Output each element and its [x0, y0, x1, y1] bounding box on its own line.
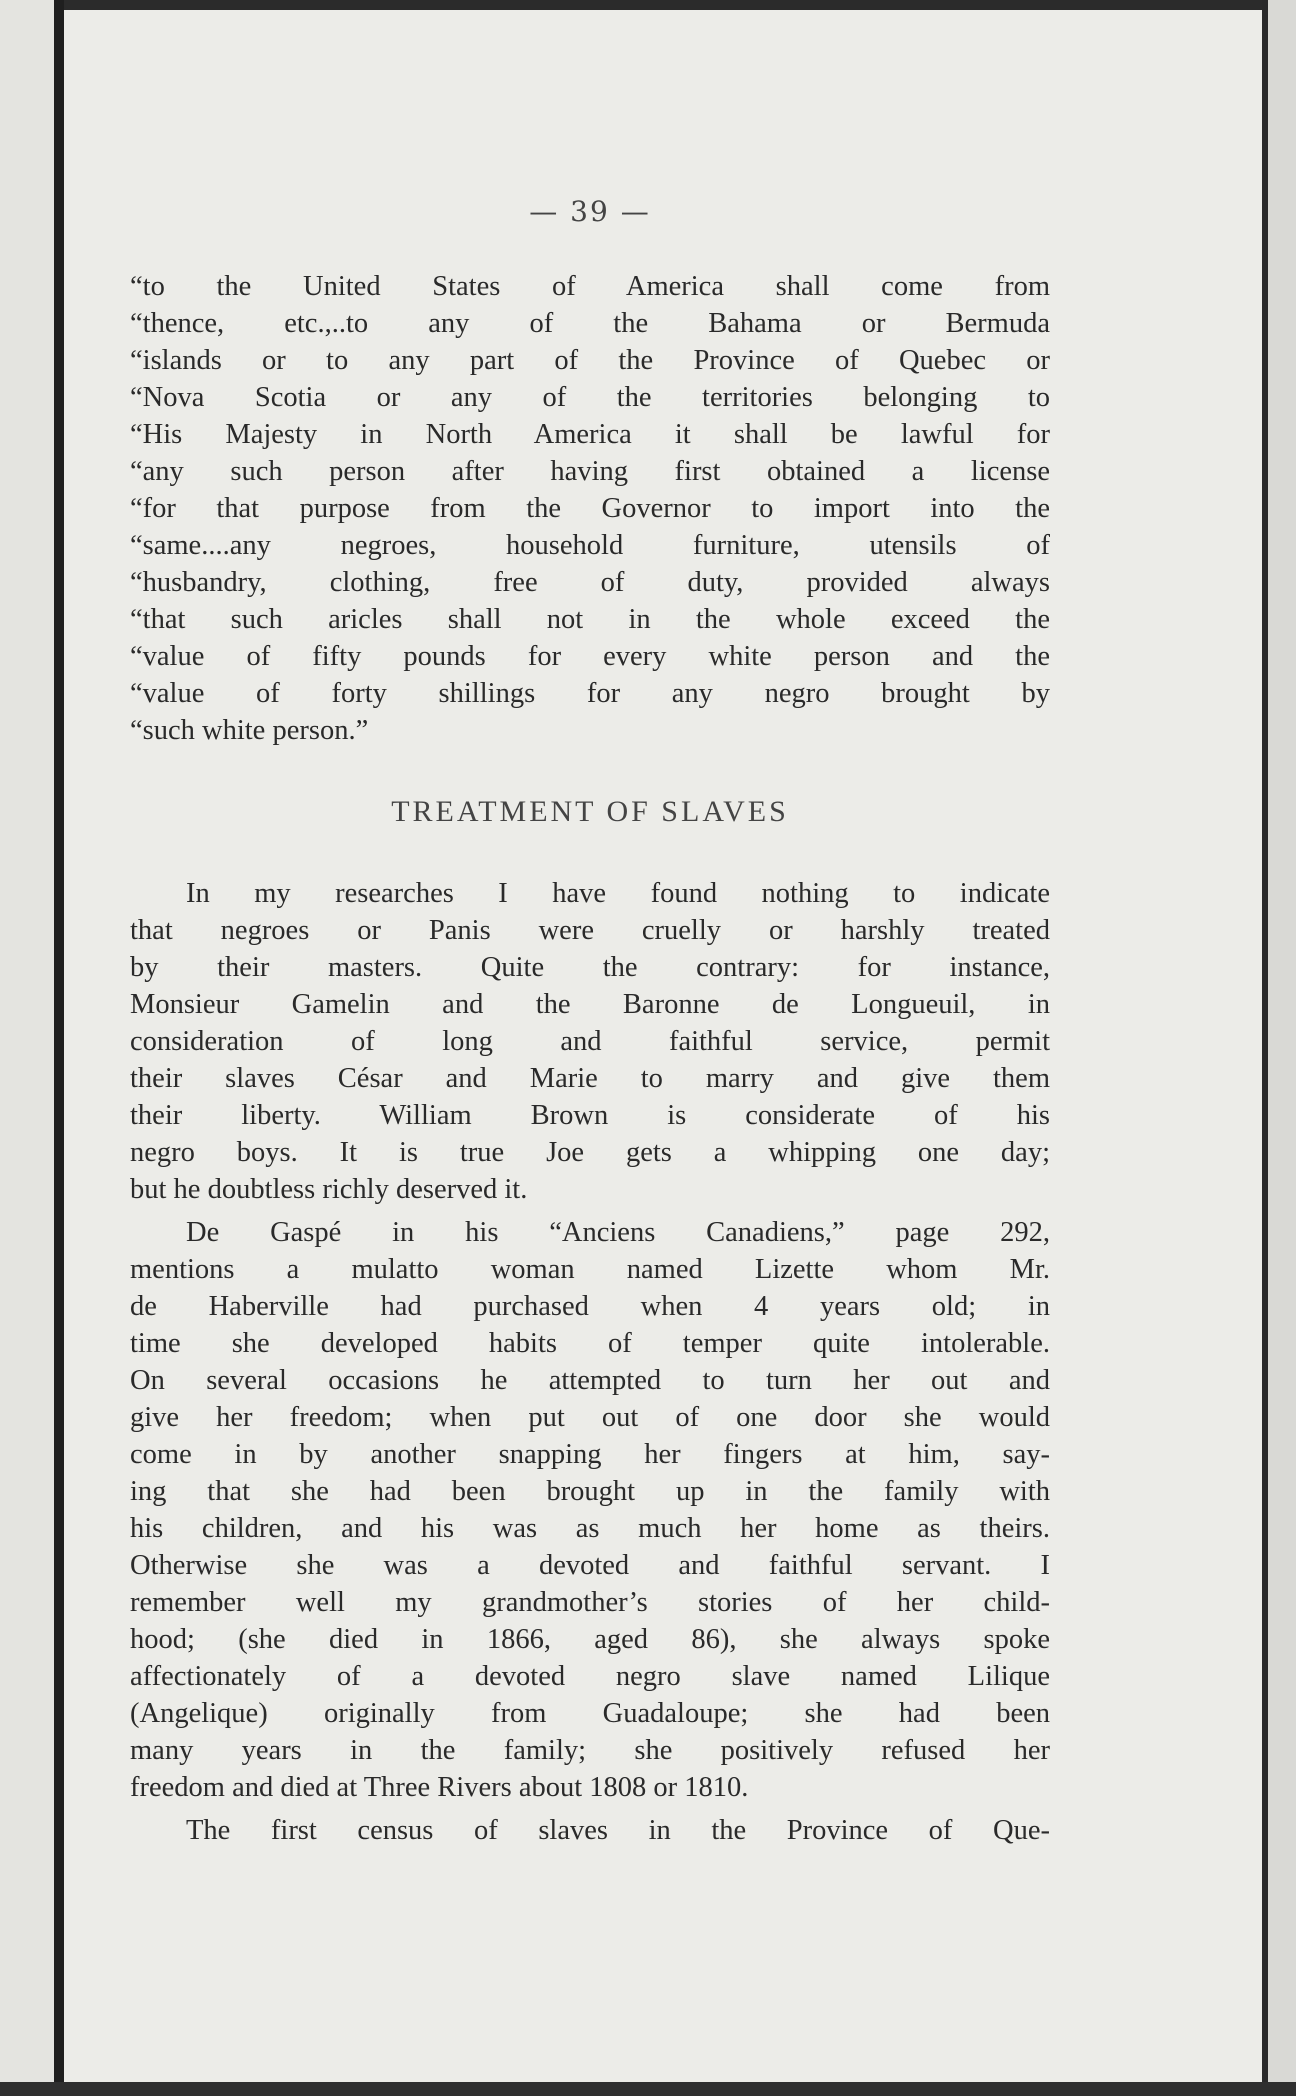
paragraph-line: Otherwise she was a devoted and faithful servant. I [130, 1550, 1050, 1581]
paragraph-line: affectionately of a devoted negro slave named Lilique [130, 1661, 1050, 1692]
paragraph-line: On several occasions he attempted to turn her out and [130, 1365, 1050, 1396]
paragraph-line: that negroes or Panis were cruelly or harshly treated [130, 915, 1050, 946]
paragraph-line: time she developed habits of temper quite intolerable. [130, 1328, 1050, 1359]
paragraph-line: give her freedom; when put out of one door she would [130, 1402, 1050, 1433]
paragraph-line: many years in the family; she positively refused her [130, 1735, 1050, 1766]
quote-line: “same....any negroes, household furniture, utensils of [130, 530, 1050, 561]
paragraph-line: de Haberville had purchased when 4 years old; in [130, 1291, 1050, 1322]
quote-line: “that such aricles shall not in the whole exceed the [130, 604, 1050, 635]
paragraph-line: come in by another snapping her fingers at him, say- [130, 1439, 1050, 1470]
paragraph-line: ing that she had been brought up in the family with [130, 1476, 1050, 1507]
paragraph-line: mentions a mulatto woman named Lizette whom Mr. [130, 1254, 1050, 1285]
quote-line: “islands or to any part of the Province of Quebec or [130, 345, 1050, 376]
quote-line: “Nova Scotia or any of the territories belonging to [130, 382, 1050, 413]
paragraph-line: their slaves César and Marie to marry and give them [130, 1063, 1050, 1094]
paragraph-de-gaspe [130, 1214, 1050, 1806]
left-margin [0, 0, 62, 2096]
quote-line: “to the United States of America shall come from [130, 271, 1050, 302]
paragraph-line: (Angelique) originally from Guadaloupe; she had been [130, 1698, 1050, 1729]
quote-line: “for that purpose from the Governor to import into the [130, 493, 1050, 524]
quote-line: “value of forty shillings for any negro brought by [130, 678, 1050, 709]
paragraph-treatment [130, 875, 1050, 1208]
paragraph-line: In my researches I have found nothing to indicate [186, 878, 1050, 909]
quote-line: “husbandry, clothing, free of duty, provided always [130, 567, 1050, 598]
paragraph-line: by their masters. Quite the contrary: for instance, [130, 952, 1050, 983]
paragraph-line: remember well my grandmother’s stories of her child- [130, 1587, 1050, 1618]
paragraph-line: negro boys. It is true Joe gets a whipping one day; [130, 1137, 1050, 1168]
section-heading: TREATMENT OF SLAVES [391, 795, 789, 828]
quote-line: “any such person after having first obtained a license [130, 456, 1050, 487]
page-number: — 39 — [529, 195, 651, 228]
paragraph-line: Monsieur Gamelin and the Baronne de Longueuil, in [130, 989, 1050, 1020]
top-scan-border [0, 0, 1296, 10]
paragraph-line: consideration of long and faithful service, permit [130, 1026, 1050, 1057]
paragraph-line: The first census of slaves in the Province of Que- [186, 1815, 1050, 1846]
paragraph-census [130, 1812, 1050, 1849]
quote-line: “value of fifty pounds for every white person and the [130, 641, 1050, 672]
quote-line: “thence, etc.,..to any of the Bahama or Bermuda [130, 308, 1050, 339]
bottom-scan-border [0, 2082, 1296, 2096]
paragraph-line: hood; (she died in 1866, aged 86), she always spoke [130, 1624, 1050, 1655]
quoted-statute-block [130, 268, 1050, 749]
quote-line: “His Majesty in North America it shall be lawful for [130, 419, 1050, 450]
left-binding-shadow [54, 0, 64, 2096]
book-page-text [130, 195, 1050, 1849]
paragraph-line: De Gaspé in his “Anciens Canadiens,” page 292, [186, 1217, 1050, 1248]
paragraph-line: their liberty. William Brown is considerate of his [130, 1100, 1050, 1131]
paragraph-line: freedom and died at Three Rivers about 1808 or 1810. [130, 1772, 749, 1803]
quote-line: “such white person.” [130, 715, 369, 746]
paragraph-line: but he doubtless richly deserved it. [130, 1174, 528, 1205]
right-margin [1268, 0, 1296, 2096]
paragraph-line: his children, and his was as much her home as theirs. [130, 1513, 1050, 1544]
